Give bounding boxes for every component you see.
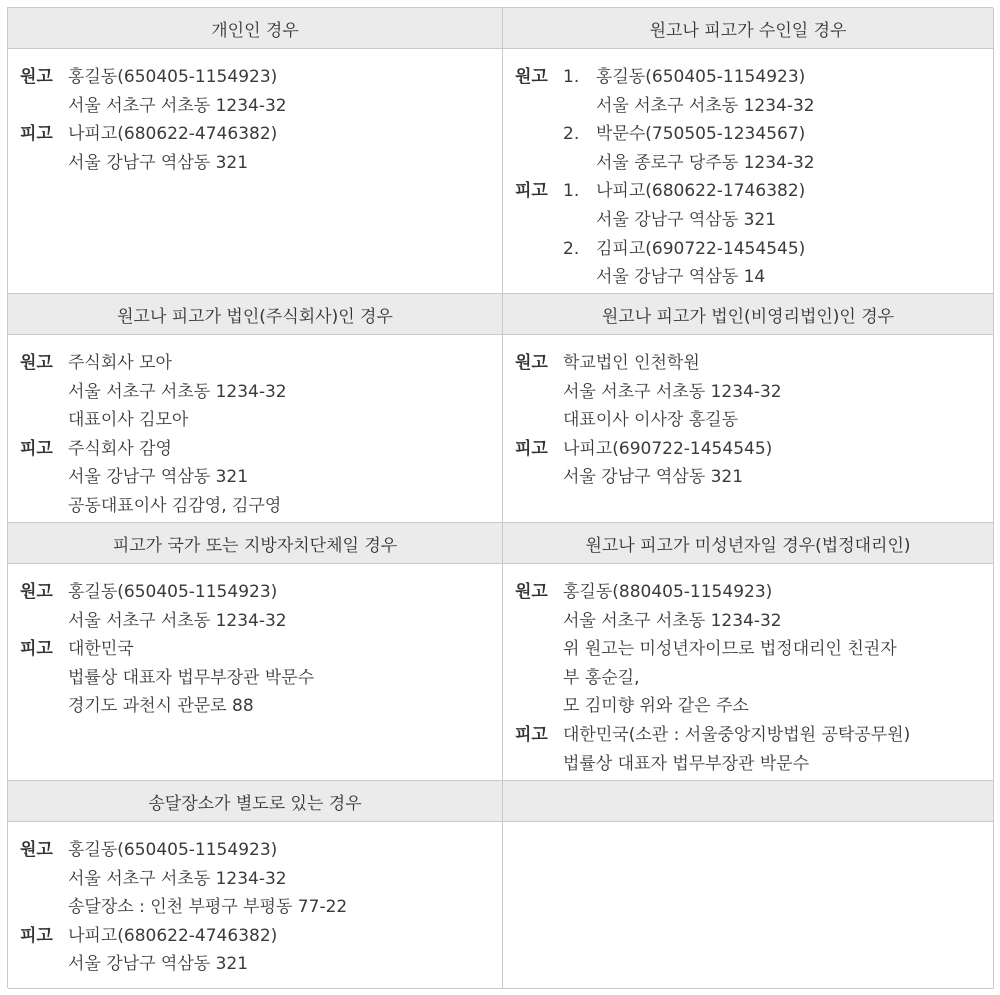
header-nonprofit: 원고나 피고가 법인(비영리법인)인 경우 xyxy=(503,294,994,335)
cell-delivery xyxy=(8,822,503,989)
header-empty xyxy=(503,781,994,822)
party-notation-table xyxy=(7,7,993,988)
defendant-name: 나피고(690722-1454545) xyxy=(563,438,773,459)
plaintiff-representative: 대표이사 김모아 xyxy=(68,410,189,431)
cell-state xyxy=(8,564,503,781)
item-number: 1. xyxy=(563,67,580,87)
defendant-name: 김피고(690722-1454545) xyxy=(596,238,806,259)
plaintiff-guardian-mother: 모 김미향 위와 같은 주소 xyxy=(563,696,749,717)
plaintiff-label: 원고 xyxy=(20,582,53,602)
plaintiff-name: 홍길동(650405-1154923) xyxy=(68,67,278,87)
plaintiff-address: 서울 서초구 서초동 1234-32 xyxy=(596,95,815,116)
plaintiff-label: 원고 xyxy=(515,353,548,373)
defendant-name: 나피고(680622-4746382) xyxy=(68,124,278,145)
plaintiff-address: 서울 서초구 서초동 1234-32 xyxy=(68,610,287,631)
cell-individual xyxy=(8,49,503,294)
item-number: 2. xyxy=(563,124,580,145)
defendant-address: 서울 강남구 역삼동 321 xyxy=(563,467,744,488)
header-individual: 개인인 경우 xyxy=(8,8,503,49)
plaintiff-label: 원고 xyxy=(20,840,53,860)
plaintiff-address: 서울 서초구 서초동 1234-32 xyxy=(68,868,287,889)
plaintiff-address: 서울 서초구 서초동 1234-32 xyxy=(563,610,782,631)
cell-corporation xyxy=(8,335,503,523)
plaintiff-name: 주식회사 모아 xyxy=(68,353,172,373)
defendant-representative: 법률상 대표자 법무부장관 박문수 xyxy=(68,667,315,688)
plaintiff-name: 학교법인 인천학원 xyxy=(563,353,700,373)
plaintiff-representative: 대표이사 이사장 홍길동 xyxy=(563,410,739,431)
plaintiff-guardian-father: 부 홍순길, xyxy=(563,667,640,688)
plaintiff-delivery-address: 송달장소 : 인천 부평구 부평동 77-22 xyxy=(68,897,348,918)
plaintiff-label: 원고 xyxy=(515,582,548,602)
plaintiff-address: 서울 서초구 서초동 1234-32 xyxy=(563,381,782,402)
defendant-label: 피고 xyxy=(20,925,53,946)
cell-nonprofit xyxy=(503,335,994,523)
defendant-name: 주식회사 감영 xyxy=(68,438,172,459)
header-corporation: 원고나 피고가 법인(주식회사)인 경우 xyxy=(8,294,503,335)
plaintiff-name: 홍길동(650405-1154923) xyxy=(596,67,806,87)
defendant-name: 대한민국 xyxy=(68,639,134,660)
plaintiff-label: 원고 xyxy=(515,67,548,87)
defendant-label: 피고 xyxy=(20,438,53,459)
defendant-address: 서울 강남구 역삼동 321 xyxy=(596,209,777,230)
plaintiff-note: 위 원고는 미성년자이므로 법정대리인 친권자 xyxy=(563,639,897,660)
plaintiff-name: 홍길동(650405-1154923) xyxy=(68,582,278,602)
header-multiple: 원고나 피고가 수인일 경우 xyxy=(503,8,994,49)
plaintiff-label: 원고 xyxy=(20,67,53,87)
defendant-label: 피고 xyxy=(20,639,53,660)
header-minor: 원고나 피고가 미성년자일 경우(법정대리인) xyxy=(503,523,994,564)
cell-multiple xyxy=(503,49,994,294)
defendant-address: 경기도 과천시 관문로 88 xyxy=(68,696,254,717)
plaintiff-address: 서울 서초구 서초동 1234-32 xyxy=(68,381,287,402)
item-number: 1. xyxy=(563,181,580,202)
defendant-name: 나피고(680622-1746382) xyxy=(596,181,806,202)
plaintiff-name: 홍길동(650405-1154923) xyxy=(68,840,278,860)
defendant-representative: 법률상 대표자 법무부장관 박문수 xyxy=(563,753,810,774)
defendant-address: 서울 강남구 역삼동 321 xyxy=(68,467,249,488)
plaintiff-name: 홍길동(880405-1154923) xyxy=(563,582,773,602)
defendant-address: 서울 강남구 역삼동 14 xyxy=(596,267,766,288)
defendant-label: 피고 xyxy=(515,181,548,202)
header-state: 피고가 국가 또는 지방자치단체일 경우 xyxy=(8,523,503,564)
cell-minor xyxy=(503,564,994,781)
header-delivery: 송달장소가 별도로 있는 경우 xyxy=(8,781,503,822)
defendant-name: 나피고(680622-4746382) xyxy=(68,925,278,946)
defendant-label: 피고 xyxy=(20,124,53,145)
defendant-label: 피고 xyxy=(515,724,548,745)
item-number: 2. xyxy=(563,238,580,259)
plaintiff-address: 서울 종로구 당주동 1234-32 xyxy=(596,152,815,173)
defendant-name: 대한민국(소관 : 서울중앙지방법원 공탁공무원) xyxy=(563,724,911,745)
defendant-address: 서울 강남구 역삼동 321 xyxy=(68,954,249,975)
plaintiff-name: 박문수(750505-1234567) xyxy=(596,124,806,145)
plaintiff-address: 서울 서초구 서초동 1234-32 xyxy=(68,95,287,116)
cell-empty xyxy=(503,822,994,989)
defendant-representative: 공동대표이사 김감영, 김구영 xyxy=(68,495,282,516)
plaintiff-label: 원고 xyxy=(20,353,53,373)
defendant-label: 피고 xyxy=(515,438,548,459)
defendant-address: 서울 강남구 역삼동 321 xyxy=(68,152,249,173)
